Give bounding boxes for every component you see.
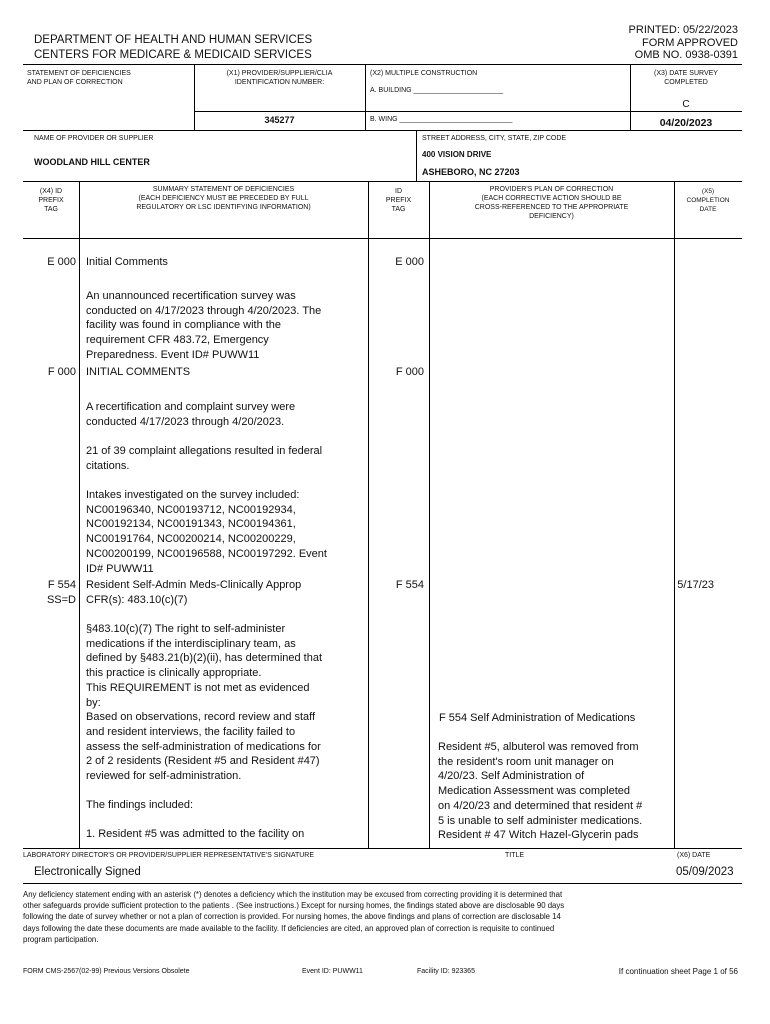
centers-title: CENTERS FOR MEDICARE & MEDICAID SERVICES (34, 49, 312, 61)
signature-label: LABORATORY DIRECTOR'S OR PROVIDER/SUPPLIER REPRESENTATIVE'S SIGNATURE (23, 852, 315, 859)
wing-line: B. WING _____________________________ (370, 116, 513, 123)
department-title: DEPARTMENT OF HEALTH AND HUMAN SERVICES (34, 34, 313, 46)
signature-value: Electronically Signed (34, 866, 141, 878)
f554-text-1: §483.10(c)(7) The right to self-administer medications if the interdisciplinary team, as defined by §483.21(b)(2)(ii), has determined that this practice is clinically appropriate. This REQUIREMENT is not met as evidenced by: Based on observations, record review and staff and resident interviews, the facility failed to assess the self-administration of medications for 2 of 2 residents (Resident #5 and Resident #47) reviewed for self-administration. (86, 623, 323, 783)
survey-completed-date: 04/20/2023 (659, 117, 713, 129)
f554-completion-date: 5/17/23 (677, 579, 714, 591)
f554-tag: F 554 SS=D (46, 579, 76, 606)
event-id: Event ID: PUWW11 (302, 968, 363, 975)
f000-tag: F 000 (47, 366, 76, 378)
f000-id-tag: F 000 (395, 366, 424, 378)
plan-text: Resident #5, albuterol was removed from the resident's room unit manager on 4/20/23. Self Administration of Medication Assessment was completed on 4/20/23 and determined that resident # 5 is unable to self administer medications. Resident # 47 Witch Hazel-Glycerin pads (438, 741, 643, 842)
f000-text-3: Intakes investigated on the survey included: NC00196340, NC00193712, NC00192934, NC00192134, NC00191343, NC00194361, NC00191764, NC00200214, NC00200229, NC00200199, NC00196588, NC00197292. Event ID# PUWW11 (86, 489, 327, 575)
f000-text-1: A recertification and complaint survey were conducted 4/17/2023 through 4/20/2023. (86, 401, 296, 428)
x3-label: (X3) DATE SURVEY COMPLETED (654, 70, 718, 86)
provider-name-label: NAME OF PROVIDER OR SUPPLIER (34, 135, 154, 142)
f000-text-2: 21 of 39 complaint allegations resulted in federal citations. (86, 445, 323, 472)
f554-title: Resident Self-Admin Meds-Clinically Approp CFR(s): 483.10(c)(7) (86, 579, 302, 606)
summary-column-header: SUMMARY STATEMENT OF DEFICIENCIES (EACH DEFICIENCY MUST BE PRECEDED BY FULL REGULATORY OR LSC IDENTIFYING INFORMATION) (136, 186, 311, 211)
f000-title: INITIAL COMMENTS (86, 366, 191, 378)
facility-id: Facility ID: 923365 (417, 968, 475, 975)
x6-date-label: (X6) DATE (677, 852, 711, 859)
plan-title: F 554 Self Administration of Medications (439, 712, 636, 724)
e000-title: Initial Comments (86, 256, 168, 268)
printed-date: PRINTED: 05/22/2023 (628, 24, 738, 36)
disclaimer-text: Any deficiency statement ending with an asterisk (*) denotes a deficiency which the institution may be excused from correcting providing it is determined that other safeguards provide sufficient protection to the patients . (See instructions.) Except for nursing homes, the findings stated above are disclosable 90 days following the date of survey whether or not a plan of correction is provided. For nursing homes, the above findings and plans of correction are disclosable 14 days following the date these documents are made available to the facility. If deficiencies are cited, an approved plan of correction is requisite to continued program participation. (23, 890, 565, 944)
plan-column-header: PROVIDER'S PLAN OF CORRECTION (EACH CORRECTIVE ACTION SHOULD BE CROSS-REFERENCED TO THE APPROPRIATE DEFICIENCY) (474, 186, 629, 220)
id-column-header: ID PREFIX TAG (385, 188, 412, 213)
address-label: STREET ADDRESS, CITY, STATE, ZIP CODE (422, 135, 567, 142)
e000-text: An unannounced recertification survey was conducted on 4/17/2023 through 4/20/2023. The facility was found in compliance with the requirement CFR 483.72, Emergency Preparedness. Event ID# PUWW11 (86, 290, 322, 361)
statement-label: STATEMENT OF DEFICIENCIES AND PLAN OF CORRECTION (27, 70, 131, 86)
x1-label: (X1) PROVIDER/SUPPLIER/CLIA IDENTIFICATION NUMBER: (226, 70, 333, 86)
title-label: TITLE (505, 852, 525, 859)
provider-id-number: 345277 (264, 115, 295, 125)
form-approved: FORM APPROVED (642, 36, 738, 49)
x2-label: (X2) MULTIPLE CONSTRUCTION (370, 70, 478, 77)
provider-name: WOODLAND HILL CENTER (34, 157, 150, 167)
e000-tag: E 000 (47, 256, 76, 268)
x5-column-header: (X5) COMPLETION DATE (686, 188, 730, 213)
building-line: A. BUILDING _______________________ (370, 87, 504, 94)
form-number: FORM CMS-2567(02-99) Previous Versions Obsolete (23, 968, 190, 975)
f554-text-3: 1. Resident #5 was admitted to the facility on (86, 828, 305, 840)
x4-column-header: (X4) ID PREFIX TAG (38, 188, 64, 213)
street-address: 400 VISION DRIVE (422, 150, 492, 159)
city-state-zip: ASHEBORO, NC 27203 (422, 167, 520, 177)
e000-id-tag: E 000 (395, 256, 424, 268)
f554-id-tag: F 554 (395, 579, 424, 591)
survey-letter: C (682, 99, 690, 110)
omb-number: OMB NO. 0938-0391 (634, 49, 738, 61)
signature-date: 05/09/2023 (676, 866, 734, 878)
f554-text-2: The findings included: (86, 799, 194, 811)
page-indicator: If continuation sheet Page 1 of 56 (618, 967, 738, 976)
